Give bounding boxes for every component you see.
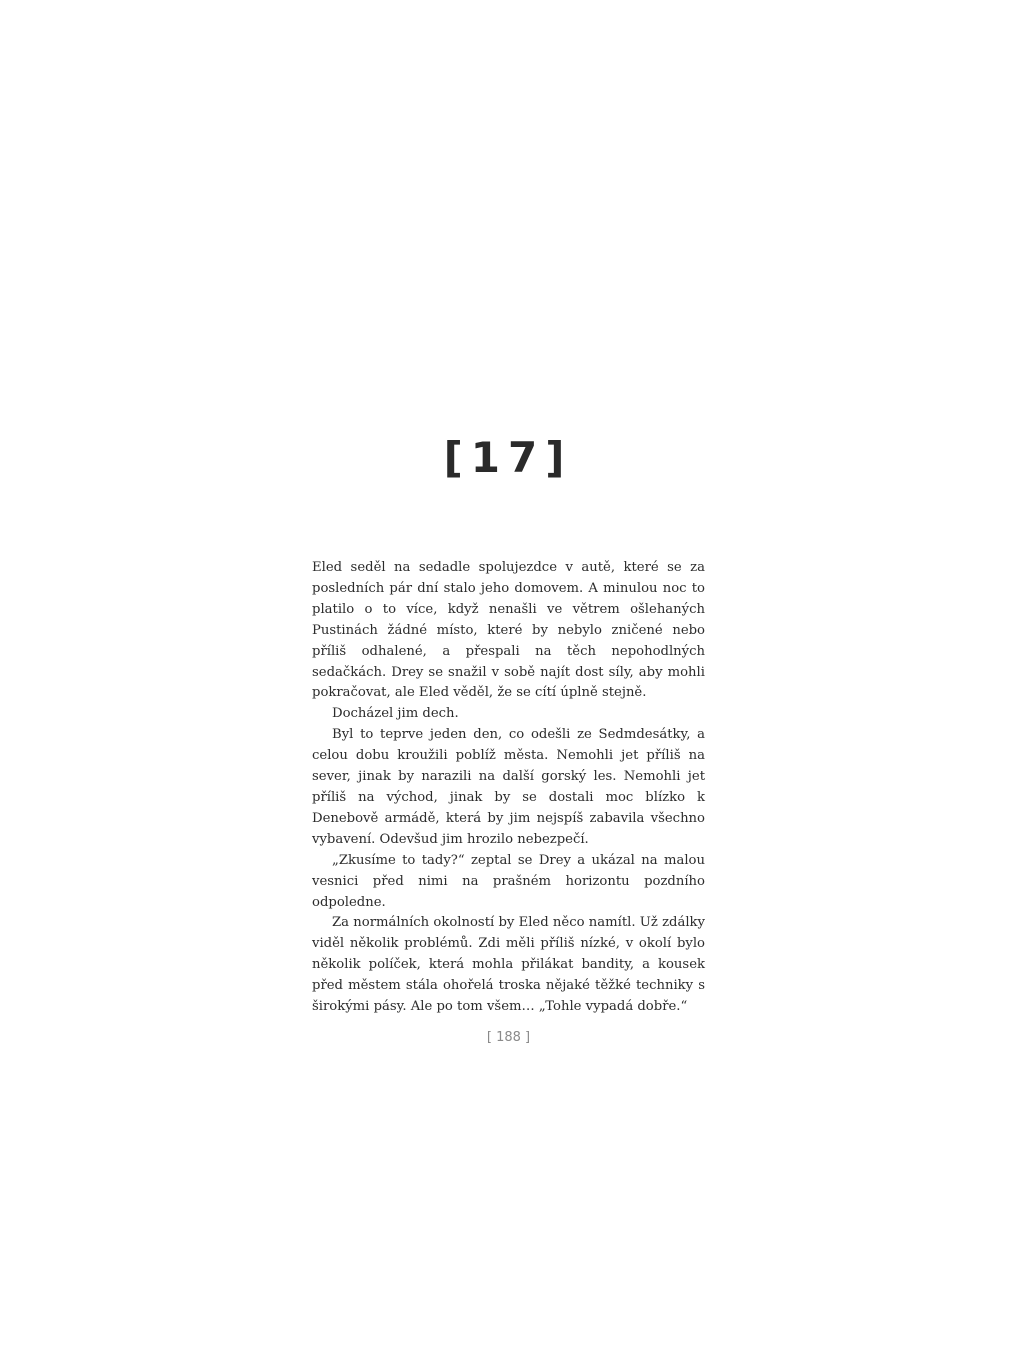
chapter-body	[312, 558, 705, 1018]
chapter-number: [17]	[443, 433, 573, 482]
paragraph: Eled seděl na sedadle spolujezdce v autě, které se za posledních pár dní stalo jeho domovem. A minulou noc to platilo o to více, když nenašli ve větrem ošlehaných Pustinách žádné místo, které by nebylo zničené nebo příliš odhalené, a přespali na těch nepohodlných sedačkách. Drey se snažil v sobě najít dost síly, aby mohli pokračovat, ale Eled věděl, že se cítí úplně stejně.	[312, 560, 705, 701]
page-number: [ 188 ]	[486, 1030, 531, 1045]
paragraph: „Zkusíme to tady?“ zeptal se Drey a ukázal na malou vesnici před nimi na prašném horizontu pozdního odpoledne.	[312, 852, 705, 910]
paragraph: Za normálních okolností by Eled něco namítl. Už zdálky viděl několik problémů. Zdi měli příliš nízké, v okolí bylo několik políček, která mohla přilákat bandity, a kousek před městem stála ohořelá troska nějaké těžké techniky s širokými pásy. Ale po tom všem… „Tohle vypadá dobře.“	[312, 915, 705, 1015]
paragraph: Byl to teprve jeden den, co odešli ze Sedmdesátky, a celou dobu kroužili poblíž města. Nemohli jet příliš na sever, jinak by narazili na další gorský les. Nemohli jet příliš na východ, jinak by se dostali moc blízko k Denebově armádě, která by jim nejspíš zabavila všechno vybavení. Odevšud jim hrozilo nebezpečí.	[312, 727, 705, 847]
paragraph: Docházel jim dech.	[332, 706, 459, 722]
